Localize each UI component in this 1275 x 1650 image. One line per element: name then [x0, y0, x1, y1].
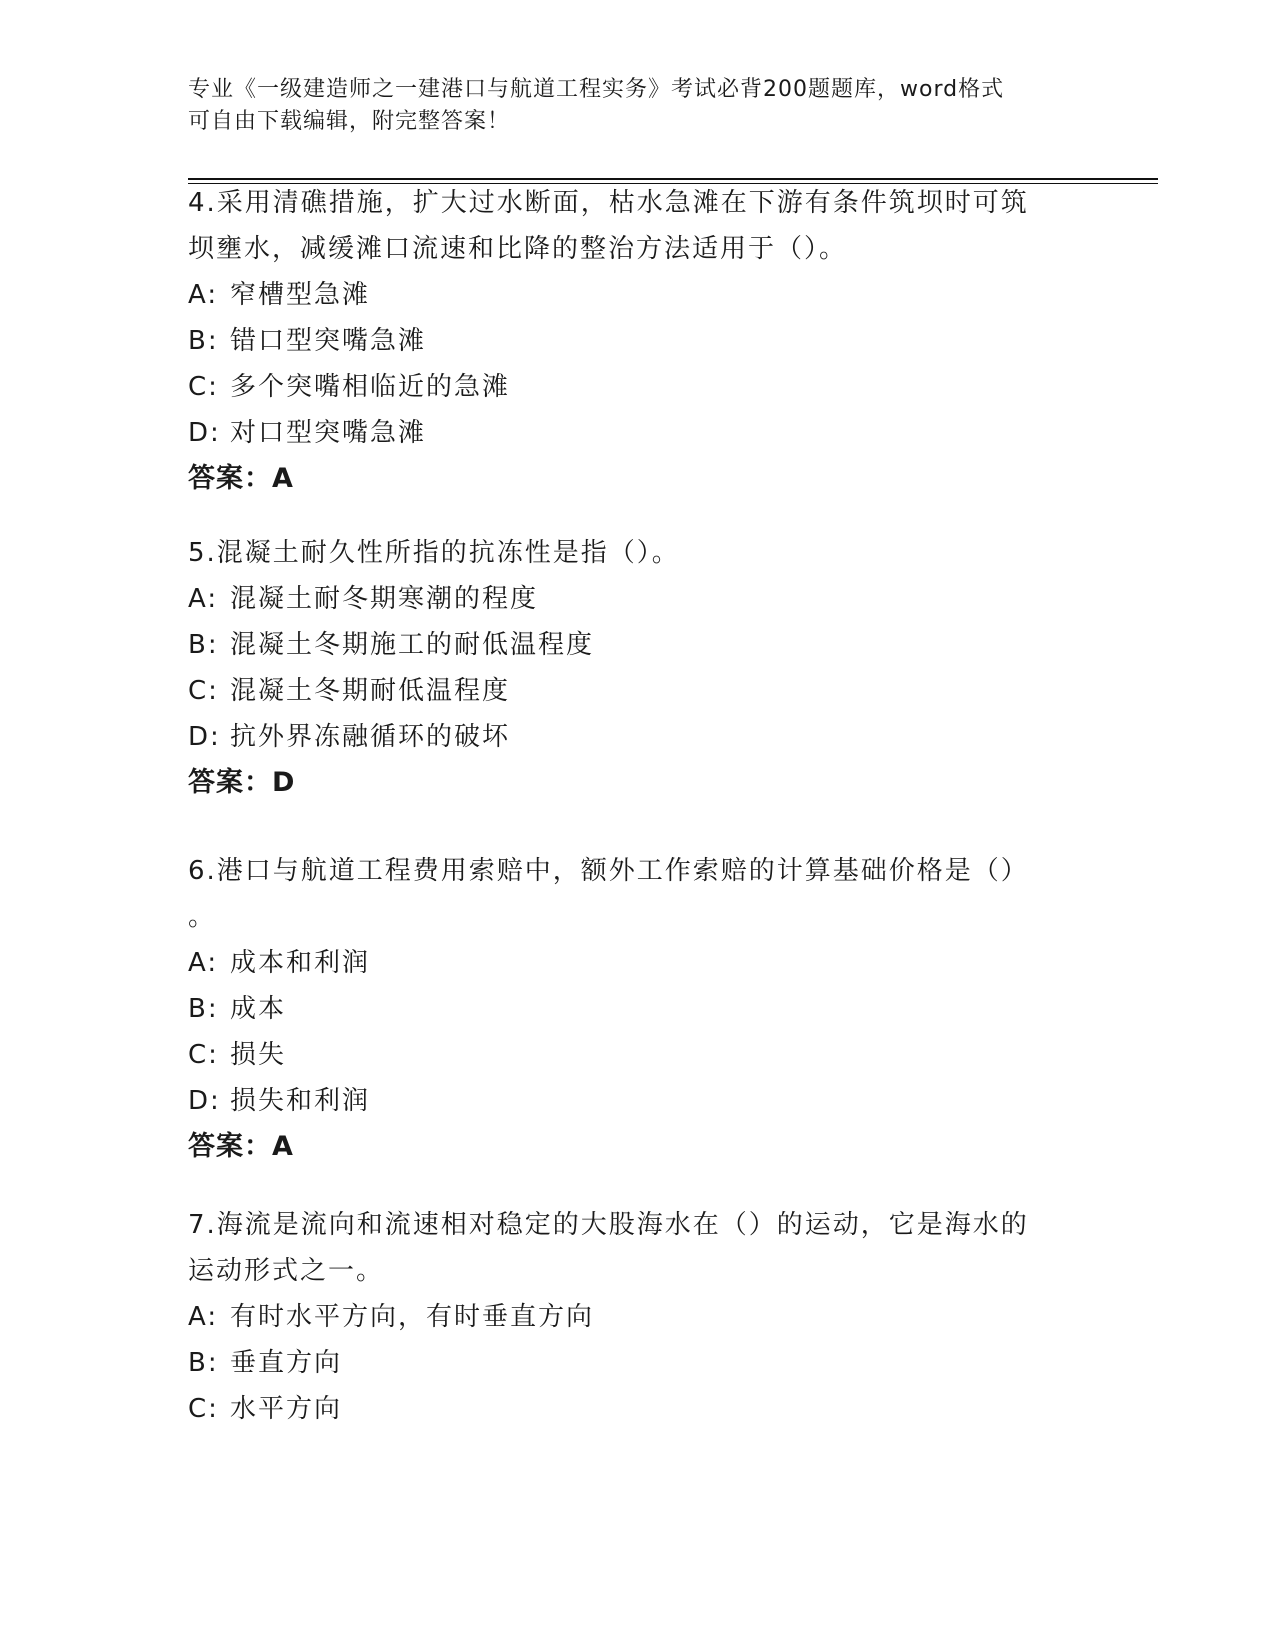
header-line-2: 可自由下载编辑，附完整答案！	[188, 109, 511, 134]
option-text: 抗外界冻融循环的破坏	[230, 722, 511, 752]
question-stem-line-2: 。	[188, 902, 217, 932]
option-letter: D:	[188, 722, 221, 752]
answer-line: 答案：D	[188, 767, 296, 798]
option-text: 水平方向	[230, 1394, 343, 1424]
option-b	[188, 622, 1068, 668]
option-letter: A:	[188, 584, 219, 614]
question-stem-line-2: 坝壅水，减缓滩口流速和比降的整治方法适用于（）。	[188, 234, 848, 264]
option-a	[188, 1294, 1068, 1340]
option-b	[188, 318, 1068, 364]
question-4	[188, 180, 1068, 502]
option-text: 有时水平方向，有时垂直方向	[230, 1302, 595, 1332]
question-5	[188, 530, 1068, 806]
question-stem-line-1: 6.港口与航道工程费用索赔中，额外工作索赔的计算基础价格是（）	[188, 856, 1029, 886]
option-d	[188, 1078, 1068, 1124]
question-stem-line-1: 7.海流是流向和流速相对稳定的大股海水在（）的运动，它是海水的	[188, 1210, 1029, 1240]
option-letter: C:	[188, 1394, 219, 1424]
question-7	[188, 1202, 1068, 1432]
option-letter: D:	[188, 1086, 221, 1116]
option-d	[188, 714, 1068, 760]
option-text: 成本	[230, 994, 287, 1024]
document-header	[188, 74, 1068, 138]
option-text: 多个突嘴相临近的急滩	[230, 372, 511, 402]
option-b	[188, 986, 1068, 1032]
option-c	[188, 1386, 1068, 1432]
answer-line: 答案：A	[188, 1131, 294, 1162]
option-letter: A:	[188, 280, 219, 310]
option-text: 成本和利润	[230, 948, 371, 978]
option-letter: C:	[188, 676, 219, 706]
answer-line: 答案：A	[188, 463, 294, 494]
option-letter: C:	[188, 1040, 219, 1070]
option-letter: B:	[188, 326, 219, 356]
question-stem-line-2: 运动形式之一。	[188, 1256, 385, 1286]
option-a	[188, 940, 1068, 986]
option-b	[188, 1340, 1068, 1386]
option-c	[188, 668, 1068, 714]
question-stem-line-1: 4.采用清礁措施，扩大过水断面，枯水急滩在下游有条件筑坝时可筑	[188, 188, 1029, 218]
option-a	[188, 576, 1068, 622]
option-letter: C:	[188, 372, 219, 402]
question-6	[188, 848, 1068, 1170]
header-line-1: 专业《一级建造师之一建港口与航道工程实务》考试必背200题题库，word格式	[188, 77, 1005, 102]
option-c	[188, 1032, 1068, 1078]
option-text: 损失	[230, 1040, 287, 1070]
option-text: 混凝土冬期耐低温程度	[230, 676, 511, 706]
option-text: 混凝土冬期施工的耐低温程度	[230, 630, 595, 660]
option-text: 对口型突嘴急滩	[230, 418, 427, 448]
option-text: 窄槽型急滩	[230, 280, 371, 310]
option-text: 损失和利润	[230, 1086, 371, 1116]
option-text: 错口型突嘴急滩	[230, 326, 427, 356]
option-letter: B:	[188, 994, 219, 1024]
option-text: 混凝土耐冬期寒潮的程度	[230, 584, 539, 614]
option-d	[188, 410, 1068, 456]
option-c	[188, 364, 1068, 410]
option-a	[188, 272, 1068, 318]
option-letter: B:	[188, 1348, 219, 1378]
option-letter: A:	[188, 948, 219, 978]
option-text: 垂直方向	[230, 1348, 343, 1378]
option-letter: A:	[188, 1302, 219, 1332]
question-stem-line-1: 5.混凝土耐久性所指的抗冻性是指（）。	[188, 538, 680, 568]
option-letter: B:	[188, 630, 219, 660]
option-letter: D:	[188, 418, 221, 448]
